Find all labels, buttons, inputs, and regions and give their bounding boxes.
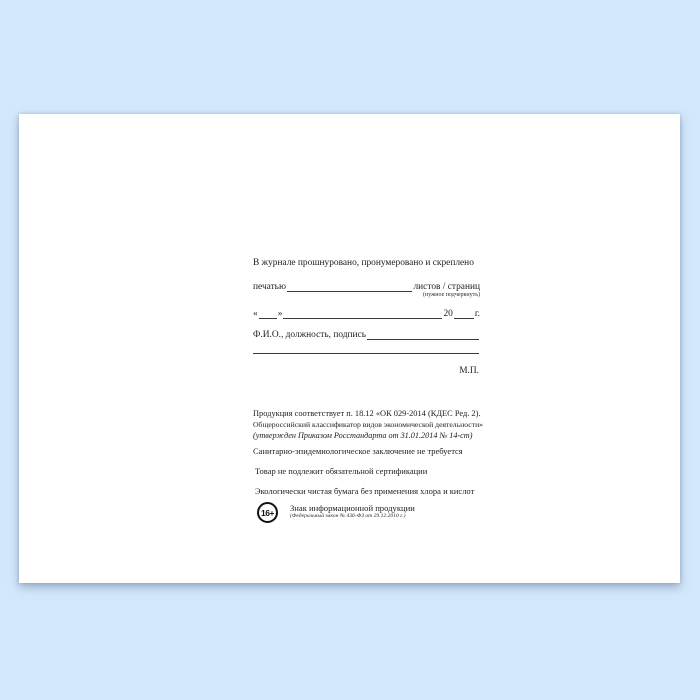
signature-line <box>253 330 480 341</box>
journal-back-page <box>19 114 680 583</box>
year-blank-line <box>454 317 474 319</box>
year-prefix: 20 <box>443 309 453 319</box>
stamp-place-label: М.П. <box>459 366 479 376</box>
signature-blank-line <box>367 338 479 340</box>
compliance-line-3: (утвержден Приказом Росстандарта от 31.01.2014 № 14-ст) <box>253 431 473 440</box>
signature-label: Ф.И.О., должность, подпись <box>253 330 366 340</box>
sheets-label: листов / страниц <box>413 282 480 292</box>
age-mark-row <box>253 502 480 523</box>
day-blank-line <box>259 317 277 319</box>
age-mark-title: Знак информационной продукции <box>290 503 415 513</box>
date-line <box>253 309 480 320</box>
underline-note: (нужное подчеркнуть) <box>423 292 480 298</box>
statement-sanitary: Санитарно-эпидемиологическое заключение не требуется <box>253 446 463 456</box>
compliance-paragraph <box>253 408 484 441</box>
statement-certification: Товар не подлежит обязательной сертификации <box>255 466 428 476</box>
certification-line: В журнале прошнуровано, пронумеровано и скреплено <box>253 258 474 268</box>
sealed-label: печатью <box>253 282 286 292</box>
age-16plus-badge-icon: 16+ <box>257 502 278 523</box>
quote-open: « <box>253 309 258 319</box>
age-mark-law-note: (Федеральный закон № 436-ФЗ от 29.12.2010 г.) <box>290 513 406 519</box>
age-mark-text <box>290 502 415 520</box>
compliance-line-1: Продукция соответствует п. 18.12 «ОК 029-2014 (КДЕС Ред. 2). <box>253 409 481 418</box>
signature-blank-line-2 <box>253 344 479 354</box>
statement-eco-paper: Экологически чистая бумага без применения хлора и кислот <box>255 486 475 496</box>
year-suffix: г. <box>474 309 480 319</box>
compliance-line-2: Общероссийский классификатор видов экономической деятельности» <box>253 420 484 429</box>
month-blank-line <box>283 317 442 319</box>
quote-close: » <box>277 309 283 319</box>
